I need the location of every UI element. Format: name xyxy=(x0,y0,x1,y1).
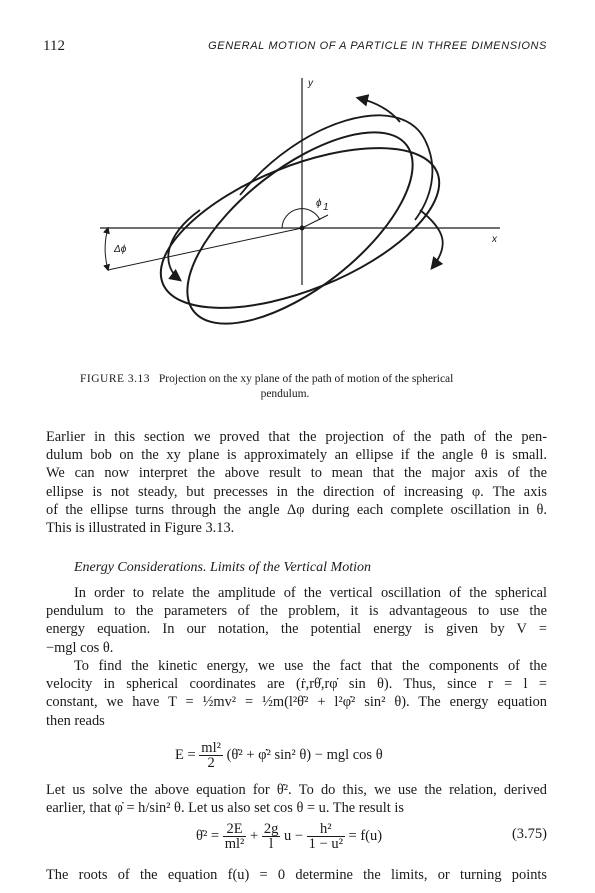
eq-denominator: 1 − u² xyxy=(308,836,343,852)
eq-numerator: 2g xyxy=(263,821,279,837)
phi1-subscript: 1 xyxy=(323,202,329,213)
eq-fraction xyxy=(199,741,223,770)
caption-line-1: Projection on the xy plane of the path of motion of the spherical xyxy=(158,373,454,385)
text-line: constant, we have T = ½mv² = ½m(l²θ̇² + l²φ̇² sin² θ). The energy equation xyxy=(46,694,547,711)
text-line: pendulum to the parameters of the problem, it is advantageous to use the xyxy=(46,603,547,620)
origin-point xyxy=(300,226,305,231)
delta-phi-label: Δϕ xyxy=(114,244,127,255)
eq-denominator: 2 xyxy=(207,755,215,771)
equation-3-75 xyxy=(196,822,382,851)
figure-3-13 xyxy=(0,60,595,365)
figure-caption xyxy=(80,372,550,402)
eq-numerator: 2E xyxy=(223,822,247,837)
text-line: ellipse is not steady, but precesses in the direction of increasing φ. The axis xyxy=(46,483,547,500)
text-line: Let us solve the above equation for θ̇². To do this, we use the relation, derived xyxy=(46,782,547,798)
eq-fraction-2 xyxy=(262,822,281,851)
text-line: of the ellipse turns through the angle Δφ during each complete oscillation in θ. xyxy=(46,501,547,518)
eq-fraction-1 xyxy=(223,822,247,851)
phi1-arc xyxy=(282,209,320,228)
page-number: 112 xyxy=(43,38,65,54)
eq-u-minus: u − xyxy=(283,827,304,844)
text-line: −mgl cos θ. xyxy=(46,639,114,656)
text-line: energy equation. In our notation, the potential energy is given by V = xyxy=(46,621,547,638)
text-line: Earlier in this section we proved that the projection of the path of the pen- xyxy=(46,429,547,445)
eq-numerator: h² xyxy=(307,822,345,837)
text-line: velocity in spherical coordinates are (ṙ,rθ̇,rφ̇ sin θ). Thus, since r = l = xyxy=(46,676,547,693)
energy-equation xyxy=(175,741,383,770)
paragraph-roots xyxy=(46,866,547,884)
section-heading: Energy Considerations. Limits of the Vertical Motion xyxy=(74,560,371,575)
paragraph-amplitude xyxy=(46,584,547,657)
eq-fraction-3 xyxy=(307,822,345,851)
eq-plus: + xyxy=(250,827,259,844)
running-head: GENERAL MOTION OF A PARTICLE IN THREE DIMENSIONS xyxy=(208,40,547,52)
text-line: dulum bob on the xy plane is approximately an ellipse if the angle θ is small. xyxy=(46,447,547,464)
orbit-arrow-top xyxy=(358,98,400,122)
eq-rhs: = f(u) xyxy=(348,827,383,844)
eq-lhs: θ̇² = xyxy=(196,827,220,844)
paragraph-precession xyxy=(46,428,547,537)
text-line: This is illustrated in Figure 3.13. xyxy=(46,520,235,537)
equation-number: (3.75) xyxy=(511,826,547,842)
text-line: then reads xyxy=(46,712,105,729)
phi1-ray xyxy=(302,215,328,228)
text-line: To find the kinetic energy, we use the fact that the components of the xyxy=(74,658,547,674)
eq-lhs: E = xyxy=(175,746,196,763)
delta-phi-line xyxy=(108,228,302,270)
text-line: earlier, that φ̇ = h/sin² θ. Let us also set cos θ = u. The result is xyxy=(46,800,404,817)
eq-numerator: ml² xyxy=(201,740,221,756)
eq-denominator: l xyxy=(269,836,274,852)
text-line: In order to relate the amplitude of the vertical oscillation of the spherical xyxy=(74,585,547,601)
eq-denominator: ml² xyxy=(224,836,245,852)
delta-phi-arc xyxy=(105,228,108,270)
caption-label: FIGURE 3.13 xyxy=(80,373,151,385)
text-line: We can now interpret the above result to mean that the major axis of the xyxy=(46,465,547,482)
paragraph-solve xyxy=(46,781,547,817)
paragraph-kinetic-energy xyxy=(46,657,547,730)
y-axis-label: y xyxy=(308,78,313,89)
phi1-label: ϕ xyxy=(316,198,322,209)
caption-line-2: pendulum. xyxy=(260,388,310,400)
orbit-tail-top xyxy=(240,115,432,220)
orbit-arrow-left xyxy=(168,210,200,280)
x-axis-label: x xyxy=(492,234,497,245)
eq-rest: (θ̇² + φ̇² sin² θ) − mgl cos θ xyxy=(226,746,383,763)
text-line: The roots of the equation f(u) = 0 determine the limits, or turning points xyxy=(46,867,547,883)
